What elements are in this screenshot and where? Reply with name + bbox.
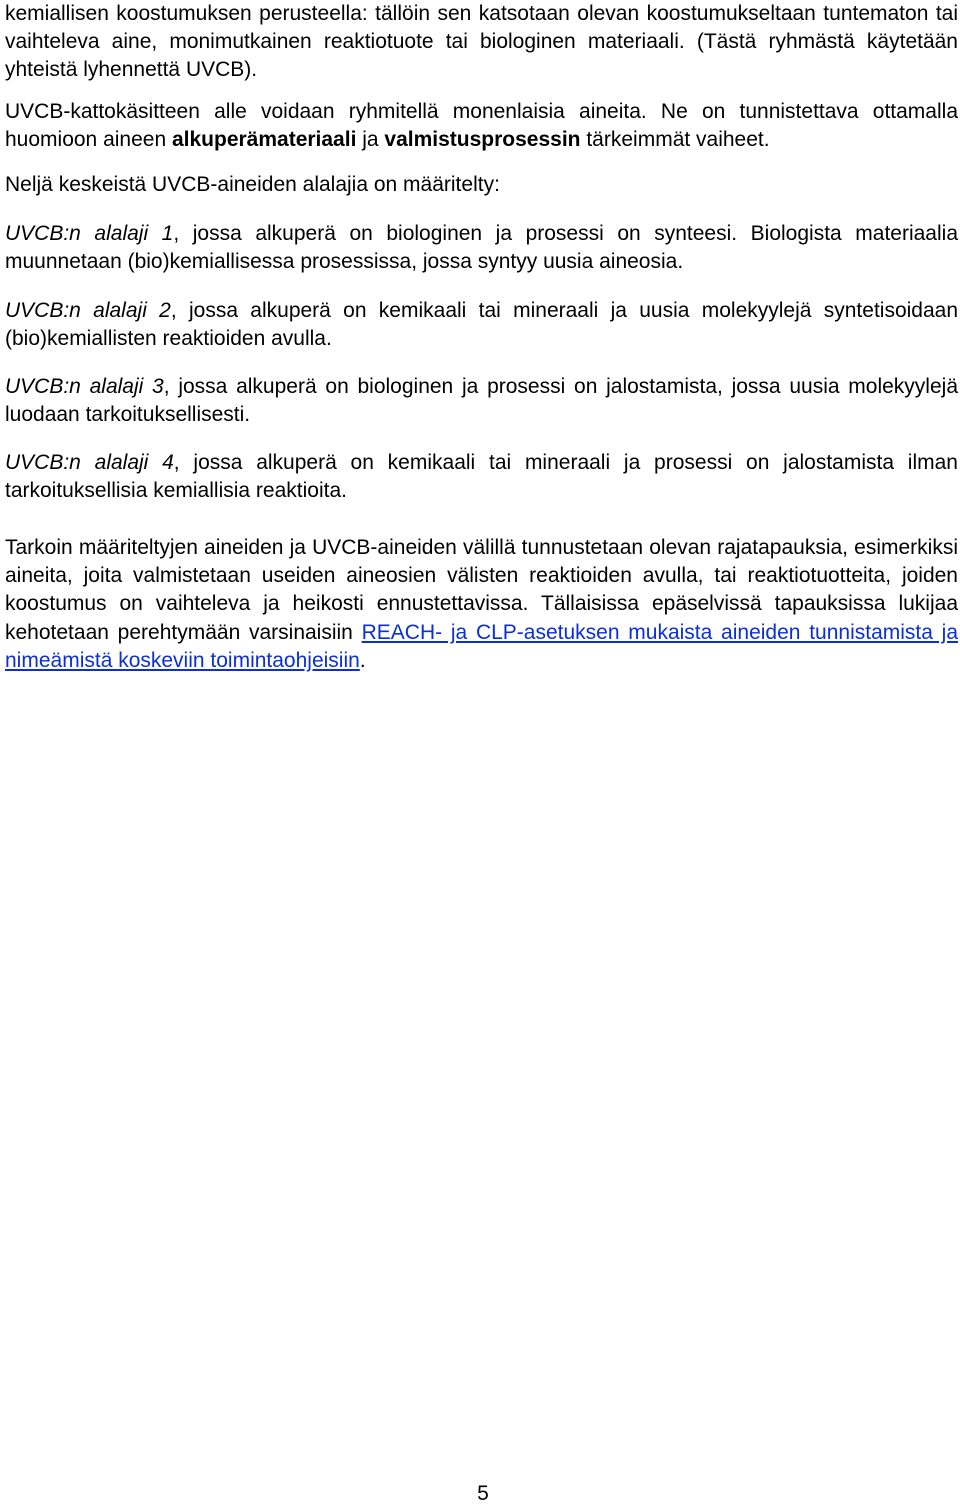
- subtype-description: , jossa alkuperä on kemikaali tai mineraali ja uusia molekyylejä syntetisoidaan (bio)kemiallisten reaktioiden avulla.: [5, 299, 959, 350]
- paragraph-text: Neljä keskeistä UVCB-aineiden alalajia on määritelty:: [5, 173, 500, 196]
- subtype-label: UVCB:n alalaji 2: [5, 299, 171, 322]
- paragraph-text: Tarkoin määriteltyjen aineiden ja UVCB-aineiden välillä tunnustetaan olevan rajatapauksia, esimerkiksi aineita, joita valmistetaan useiden aineosien välisten reaktioiden avulla, tai reaktiotuotteita, joiden koostumus on vaihteleva ja heikosti ennustettavissa. Tällaisissa epäselvissä tapauksissa lukijaa kehotetaan perehtymään varsinaisiin: [5, 536, 958, 644]
- paragraph-text: tärkeimmät vaiheet.: [580, 128, 770, 151]
- bold-term-source-material: alkuperämateriaali: [171, 128, 357, 151]
- paragraph-uvcb-umbrella: [5, 98, 958, 154]
- paragraph-borderline-cases: [5, 534, 958, 675]
- bold-term-manufacturing-process: valmistusprosessin: [384, 128, 581, 151]
- subtype-description: , jossa alkuperä on biologinen ja prosessi on jalostamista, jossa uusia molekyylejä luodaan tarkoituksellisesti.: [5, 375, 959, 426]
- subtype-paragraph-4: [5, 449, 958, 505]
- subtype-description: , jossa alkuperä on biologinen ja prosessi on synteesi. Biologista materiaalia muunnetaan (bio)kemiallisessa prosessissa, jossa syntyy uusia aineosia.: [5, 222, 958, 273]
- document-page: [5, 0, 958, 675]
- paragraph-uvcb-intro: [5, 0, 958, 84]
- guidance-link[interactable]: REACH- ja CLP-asetuksen mukaista aineiden tunnistamista ja nimeämistä koskeviin toimintaohjeisiin: [5, 620, 959, 672]
- paragraph-subtypes-intro: [5, 171, 958, 199]
- subtype-label: UVCB:n alalaji 3: [5, 375, 164, 398]
- paragraph-text: kemiallisen koostumuksen perusteella: tällöin sen katsotaan olevan koostumukseltaan tuntematon tai vaihteleva aine, monimutkainen reaktiotuote tai biologinen materiaali. (Tästä ryhmästä käytetään yhteistä lyhennettä UVCB).: [5, 2, 958, 81]
- page-number: 5: [477, 1482, 489, 1505]
- subtype-paragraph-1: [5, 220, 958, 276]
- paragraph-text: UVCB-kattokäsitteen alle voidaan ryhmitellä monenlaisia aineita. Ne on tunnistettava ottamalla huomioon aineen: [5, 100, 958, 151]
- subtype-paragraph-3: [5, 373, 958, 429]
- subtype-description: , jossa alkuperä on kemikaali tai mineraali ja prosessi on jalostamista ilman tarkoituksellisia kemiallisia reaktioita.: [5, 451, 958, 502]
- paragraph-end: .: [359, 648, 366, 672]
- subtype-paragraph-2: [5, 297, 958, 353]
- paragraph-text: ja: [356, 128, 385, 151]
- subtype-label: UVCB:n alalaji 1: [5, 222, 174, 245]
- subtype-label: UVCB:n alalaji 4: [5, 451, 174, 474]
